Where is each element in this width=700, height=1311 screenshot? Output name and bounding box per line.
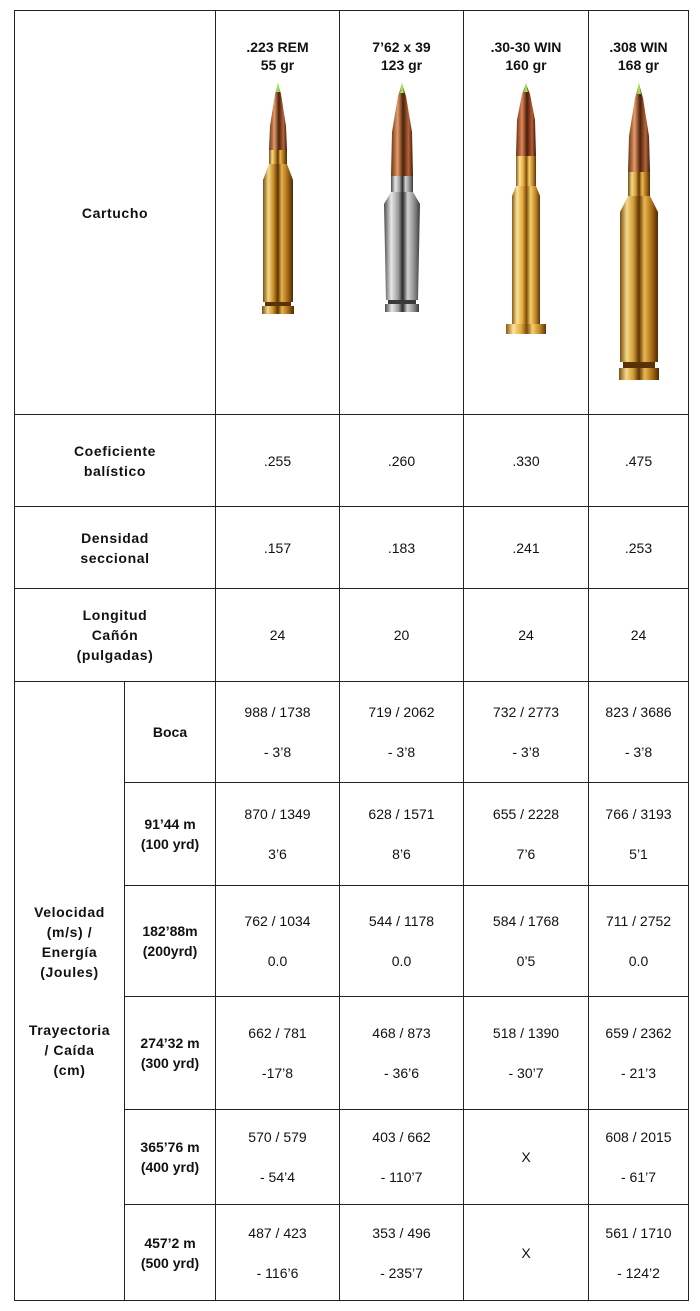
table-cell: 988 / 1738 - 3’8 xyxy=(216,682,340,783)
table-cell: 403 / 662 - 110’7 xyxy=(340,1110,464,1205)
table-cell: 732 / 2773 - 3’8 xyxy=(464,682,589,783)
distance-label: 182’88m (200yrd) xyxy=(125,886,216,997)
table-cell: 719 / 2062 - 3’8 xyxy=(340,682,464,783)
table-cell: .241 xyxy=(464,507,589,589)
cartridge-header xyxy=(464,11,589,415)
cartridge-name: .30-30 WIN xyxy=(490,39,562,55)
table-cell: X xyxy=(464,1110,589,1205)
table-cell: .157 xyxy=(216,507,340,589)
cartridge-grain: 160 gr xyxy=(505,57,547,73)
distance-label: 274’32 m (300 yrd) xyxy=(125,997,216,1110)
distance-row-muzzle xyxy=(15,682,689,783)
table-cell: 659 / 2362 - 21’3 xyxy=(589,997,689,1110)
table-cell: 518 / 1390 - 30’7 xyxy=(464,997,589,1110)
table-cell: 570 / 579 - 54’4 xyxy=(216,1110,340,1205)
cartridge-header xyxy=(589,11,689,415)
table-cell: .475 xyxy=(589,415,689,507)
row-label: Densidad seccional xyxy=(15,507,216,589)
table-cell: 762 / 1034 0.0 xyxy=(216,886,340,997)
distance-label: 91’44 m (100 yrd) xyxy=(125,783,216,886)
cartridge-name: 7’62 x 39 xyxy=(372,39,431,55)
table-cell: 608 / 2015 - 61’7 xyxy=(589,1110,689,1205)
table-cell: 711 / 2752 0.0 xyxy=(589,886,689,997)
table-cell: 20 xyxy=(340,589,464,682)
velocity-energy-trajectory-label: Velocidad (m/s) / Energía (Joules) Trayectoria / Caída (cm) xyxy=(15,682,125,1301)
table-cell: X xyxy=(464,1205,589,1301)
cartridge-grain: 123 gr xyxy=(380,57,423,73)
row-label: Longitud Cañón (pulgadas) xyxy=(15,589,216,682)
cartridge-header xyxy=(216,11,340,415)
cartridge-grain: 168 gr xyxy=(617,57,660,73)
table-cell: 870 / 1349 3’6 xyxy=(216,783,340,886)
cartridge-name: .223 REM xyxy=(246,39,309,55)
cartridge-header xyxy=(340,11,464,415)
table-cell: 662 / 781 -17’8 xyxy=(216,997,340,1110)
table-cell: .260 xyxy=(340,415,464,507)
cartridge-223-image xyxy=(256,80,300,320)
table-cell: 823 / 3686 - 3’8 xyxy=(589,682,689,783)
table-cell: .183 xyxy=(340,507,464,589)
table-cell: 24 xyxy=(464,589,589,682)
table-cell: 544 / 1178 0.0 xyxy=(340,886,464,997)
table-cell: .253 xyxy=(589,507,689,589)
cartridge-308-image xyxy=(612,80,666,392)
table-cell: 24 xyxy=(589,589,689,682)
distance-label: 457’2 m (500 yrd) xyxy=(125,1205,216,1301)
table-cell: 353 / 496 - 235’7 xyxy=(340,1205,464,1301)
ballistics-table xyxy=(14,10,689,1301)
cartridge-762x39-image xyxy=(378,80,426,320)
data-row-sectional-density xyxy=(15,507,689,589)
cartridge-3030-image xyxy=(502,80,550,342)
cartridge-row xyxy=(15,11,689,415)
cartridge-name: .308 WIN xyxy=(609,39,668,55)
table-cell: .330 xyxy=(464,415,589,507)
distance-label: 365’76 m (400 yrd) xyxy=(125,1110,216,1205)
table-cell: 561 / 1710 - 124’2 xyxy=(589,1205,689,1301)
table-cell: 487 / 423 - 116’6 xyxy=(216,1205,340,1301)
cartridge-row-label: Cartucho xyxy=(15,11,216,415)
cartridge-grain: 55 gr xyxy=(260,57,295,73)
distance-label: Boca xyxy=(125,682,216,783)
table-cell: 628 / 1571 8’6 xyxy=(340,783,464,886)
table-cell: 24 xyxy=(216,589,340,682)
table-cell: 766 / 3193 5’1 xyxy=(589,783,689,886)
table-cell: 584 / 1768 0’5 xyxy=(464,886,589,997)
table-cell: 468 / 873 - 36’6 xyxy=(340,997,464,1110)
table-cell: 655 / 2228 7’6 xyxy=(464,783,589,886)
table-cell: .255 xyxy=(216,415,340,507)
row-label: Coeficiente balístico xyxy=(15,415,216,507)
data-row-barrel-length xyxy=(15,589,689,682)
data-row-ballistic-coefficient xyxy=(15,415,689,507)
